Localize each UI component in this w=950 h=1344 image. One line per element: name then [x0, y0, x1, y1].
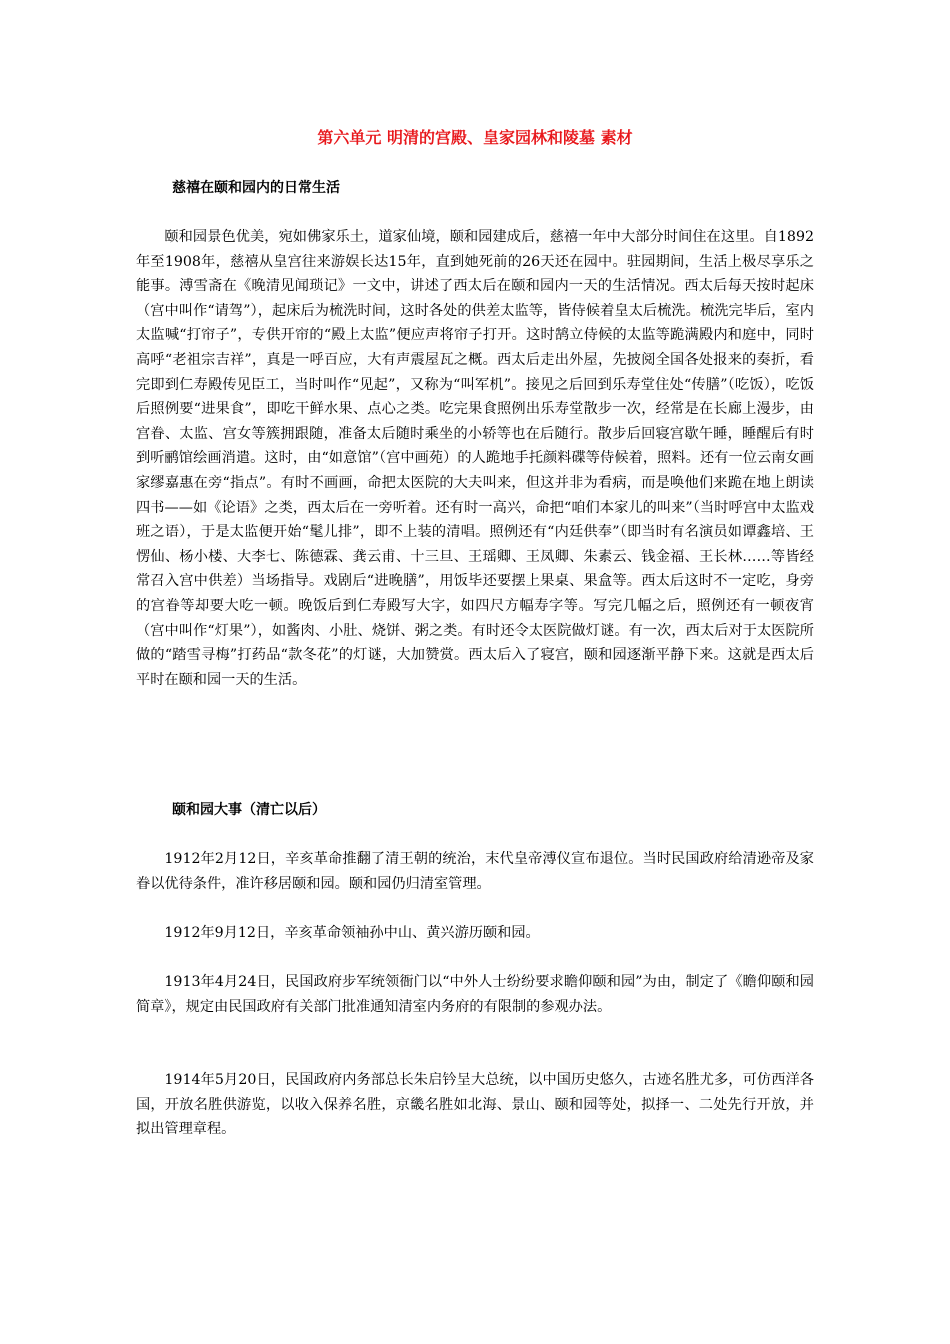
paragraph-cixi-daily-life: 颐和园景色优美，宛如佛家乐土，道家仙境，颐和园建成后，慈禧一年中大部分时间住在这里。自1892年至1908年，慈禧从皇宫往来游娱长达15年，直到她死前的26天还在园中。驻园期间，生活上极尽享乐之能事。溥雪斋在《晚清见闻琐记》一文中，讲述了西太后在颐和园内一天的生活情况。西太后每天按时起床（宫中叫作“请驾”），起床后为梳洗时间，这时各处的供差太监等，皆侍候着皇太后梳洗。梳洗完毕后，室内太监喊“打帘子”，专供开帘的“殿上太监”便应声将帘子打开。这时鹄立侍候的太监等跪满殿内和庭中，同时高呼“老祖宗吉祥”，真是一呼百应，大有声震屋瓦之概。西太后走出外屋，先披阅全国各处报来的奏折，看完即到仁寿殿传见臣工，当时叫作“见起”，又称为“叫军机”。接见之后回到乐寿堂住处“传膳”（吃饭），吃饭后照例要“进果食”，即吃干鲜水果、点心之类。吃完果食照例出乐寿堂散步一次，经常是在长廊上漫步，由宫眷、太监、宫女等簇拥跟随，准备太后随时乘坐的小轿等也在后随行。散步后回寝宫歇午睡，睡醒后有时到听鹂馆绘画消遣。这时，由“如意馆”（宫中画苑）的人跪地手托颜料碟等侍候着，照料。还有一位云南女画家缪嘉惠在旁“指点”。有时不画画，命把太医院的大夫叫来，但这并非为看病，而是唤他们来跪在地上朗读四书——如《论语》之类，西太后在一旁听着。还有时一高兴，命把“咱们本家儿的叫来”（当时呼宫中太监戏班之语），于是太监便开始“髦儿排”，即不上装的清唱。照例还有“内廷供奉”（即当时有名演员如谭鑫培、王愣仙、杨小楼、大李七、陈德霖、龚云甫、十三旦、王瑶卿、王凤卿、朱素云、钱金福、王长林……等皆经常召入宫中供差）当场指导。戏剧后“进晚膳”，用饭毕还要摆上果桌、果盒等。西太后这时不一定吃，身旁的宫眷等却要大吃一顿。晚饭后到仁寿殿写大字，如四尺方幅寿字等。写完几幅之后，照例还有一顿夜宵（宫中叫作“灯果”），如酱肉、小肚、烧饼、粥之类。有时还令太医院做灯谜。有一次，西太后对于太医院所做的“踏雪寻梅”打药品“款冬花”的灯谜，大加赞赏。西太后入了寝宫，颐和园逐渐平静下来。这就是西太后平时在颐和园一天的生活。: [136, 229, 814, 688]
paragraph-event-1912-sep: 1912年9月12日，辛亥革命领袖孙中山、黄兴游历颐和园。: [164, 925, 540, 941]
document-title: 第六单元 明清的宫殿、皇家园林和陵墓 素材: [317, 128, 633, 147]
section-heading-cixi-daily-life: 慈禧在颐和园内的日常生活: [172, 180, 340, 196]
section-heading-summer-palace-events: 颐和园大事（清亡以后）: [172, 802, 326, 818]
paragraph-event-1914-may: 1914年5月20日，民国政府内务部总长朱启钤呈大总统，以中国历史悠久，古迹名胜尤多，可仿西洋各国，开放名胜供游览，以收入保养名胜，京畿名胜如北海、景山、颐和园等处，拟择一、二处先行开放，并拟出管理章程。: [136, 1072, 814, 1138]
paragraph-event-1913-apr: 1913年4月24日，民国政府步军统领衙门以“中外人士纷纷要求瞻仰颐和园”为由，制定了《瞻仰颐和园简章》，规定由民国政府有关部门批准通知清室内务府的有限制的参观办法。: [136, 974, 814, 1015]
paragraph-event-1912-feb: 1912年2月12日，辛亥革命推翻了清王朝的统治，末代皇帝溥仪宣布退位。当时民国政府给清逊帝及家眷以优待条件，准许移居颐和园。颐和园仍归清室管理。: [136, 851, 814, 892]
